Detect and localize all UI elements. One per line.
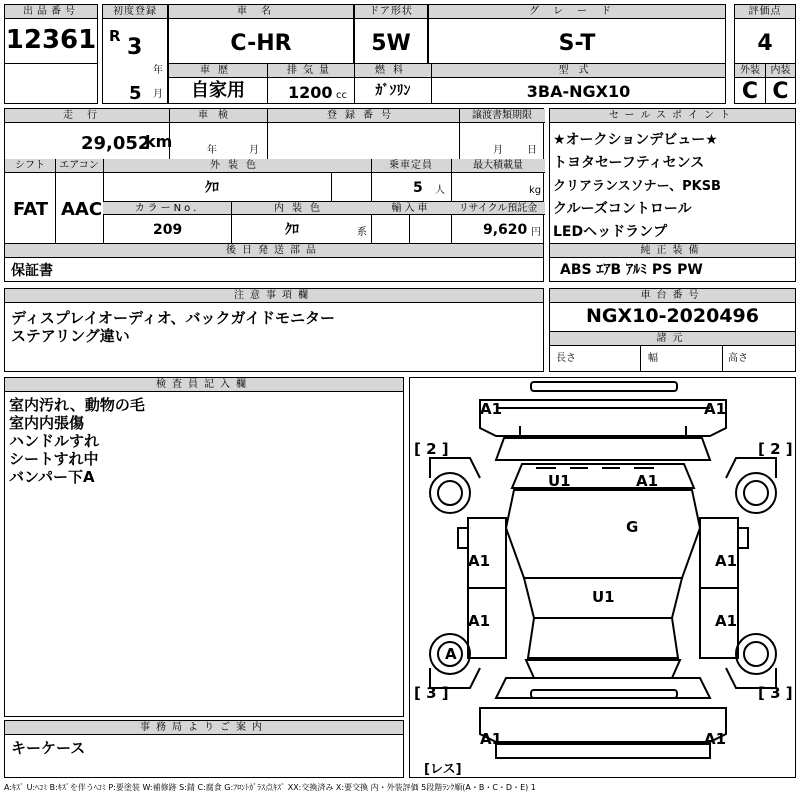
displacement-unit: cc: [336, 90, 347, 101]
model: 3BA-NGX10: [526, 82, 631, 101]
car-name-label: 車名: [169, 5, 353, 19]
mileage-label: 走行: [5, 109, 169, 123]
inspector-line: 室内内張傷: [9, 414, 85, 432]
width-label: 幅: [648, 353, 658, 364]
import-label: 輸入車: [371, 202, 451, 215]
inspector-line: バンパー下A: [9, 468, 95, 486]
grade: S-T: [558, 31, 596, 56]
length-label: 長さ: [556, 353, 576, 364]
later-parts-label: 後日発送部品: [5, 244, 543, 258]
era: R: [109, 27, 121, 45]
model-label: 型式: [432, 64, 725, 78]
displacement-cell: [267, 63, 355, 104]
door-cell: [354, 4, 428, 64]
color-no: 209: [153, 222, 183, 238]
lot-number: 12361: [5, 25, 97, 55]
history-cell: [168, 63, 268, 104]
lot-number-blank: [4, 63, 98, 104]
office-label: 事務局よりご案内: [5, 721, 403, 735]
equip-label: 純正装備: [550, 244, 795, 258]
car-outline: [410, 378, 797, 779]
damage-marker: A: [445, 645, 457, 663]
inspector-line: シートすれ中: [9, 450, 99, 468]
car-name: C-HR: [230, 31, 292, 56]
month-value: 5: [129, 83, 142, 104]
office-text: キーケース: [11, 739, 86, 757]
office-panel: [4, 720, 404, 778]
damage-marker: A1: [715, 552, 738, 570]
history-label: 車歴: [169, 64, 267, 78]
inspector-line: 室内汚れ、動物の毛: [9, 396, 145, 414]
int-color-label: 内装色: [231, 202, 371, 215]
shift-label: シフト: [5, 159, 55, 173]
displacement-label: 排気量: [268, 64, 354, 78]
history: 自家用: [191, 80, 245, 101]
car-name-cell: [168, 4, 354, 64]
score-cell: [734, 4, 796, 64]
fuel: ｶﾞｿﾘﾝ: [375, 83, 411, 99]
damage-marker: A1: [704, 730, 727, 748]
door-type: 5W: [371, 31, 411, 56]
shift: FAT: [13, 199, 49, 220]
reg-no-label: 登録番号: [267, 109, 459, 123]
sales-point: クリアランスソナー、PKSB: [553, 179, 721, 194]
model-cell: [431, 63, 726, 104]
mileage: 29,052: [81, 133, 151, 154]
damage-marker: A1: [636, 472, 659, 490]
later-parts: 保証書: [11, 263, 53, 279]
score-label: 評価点: [735, 5, 795, 19]
grade-cell: [428, 4, 726, 64]
damage-marker: A1: [480, 400, 503, 418]
sales-point: ★オークションデビュー★: [553, 132, 718, 148]
damage-marker: U1: [548, 472, 571, 490]
legend: A:ｷｽﾞ U:ﾍｺﾐ B:ｷｽﾞを伴うﾍｺﾐ P:要塗装 W:補修跡 S:錆 C:腐食 G:ﾌﾛﾝﾄｶﾞﾗｽ点ｷｽﾞ XX:交換済み X:要交換 内・外装評価 5段階ﾗﾝｸ順(A・B・C・D・E) 1: [4, 783, 536, 792]
damage-marker: A1: [480, 730, 503, 748]
inspection-label: 車検: [169, 109, 267, 123]
first-registration-cell: [102, 4, 168, 104]
mileage-unit: km: [145, 132, 173, 151]
height-label: 高さ: [728, 353, 748, 364]
displacement: 1200: [288, 83, 333, 102]
int-color: ｸﾛ: [285, 222, 299, 238]
bracket-right-3: [ 3 ]: [758, 684, 793, 702]
transfer-month: 月: [493, 145, 503, 156]
score: 4: [757, 31, 773, 56]
inspector-panel: [4, 377, 404, 717]
caution-line: ステアリング違い: [11, 327, 130, 345]
caution-line: ディスプレイオーディオ、バックガイドモニター: [11, 309, 336, 327]
ac-label: エアコン: [55, 159, 103, 173]
reless-label: [レス]: [424, 762, 462, 777]
month-unit: 月: [153, 89, 163, 100]
ext-color: ｸﾛ: [205, 180, 219, 196]
exterior-grade: C: [741, 79, 759, 104]
sales-points-list: [553, 129, 793, 244]
sales-point: クルーズコントロール: [553, 201, 692, 217]
chassis-label: 車台番号: [550, 289, 795, 303]
damage-marker: A1: [715, 612, 738, 630]
exterior-grade-cell: [734, 63, 766, 104]
ext-color-label: 外装色: [103, 159, 371, 173]
recycle: 9,620: [483, 222, 528, 238]
bracket-left-3: [ 3 ]: [414, 684, 449, 702]
transfer-day: 日: [527, 145, 537, 156]
damage-marker: A1: [468, 552, 491, 570]
int-color-unit: 系: [357, 227, 367, 238]
caution-panel: [4, 288, 544, 372]
car-diagram: [409, 377, 796, 778]
sales-point: トヨタセーフティセンス: [553, 155, 705, 171]
capacity: 5: [413, 180, 423, 196]
interior-grade-cell: [765, 63, 796, 104]
inspection-month: 月: [249, 145, 259, 156]
caution-label: 注意事項欄: [5, 289, 543, 303]
damage-marker: U1: [592, 588, 615, 606]
fuel-label: 燃料: [355, 64, 431, 78]
first-reg-label: 初度登録: [103, 5, 167, 19]
exterior-label: 外装: [735, 64, 765, 78]
chassis-number: NGX10-2020496: [585, 305, 759, 327]
interior-label: 内装: [766, 64, 795, 78]
sales-points-label: セールスポイント: [550, 109, 795, 123]
year-unit: 年: [153, 65, 163, 76]
grade-label: グレード: [429, 5, 725, 19]
year-value: 3: [127, 35, 143, 60]
lot-number-label: 出品番号: [5, 5, 97, 19]
damage-marker: A1: [468, 612, 491, 630]
spec-label: 諸元: [550, 332, 795, 346]
recycle-unit: 円: [531, 227, 541, 238]
sales-point: LEDヘッドランプ: [553, 224, 668, 240]
capacity-label: 乗車定員: [371, 159, 451, 173]
chassis-panel: [549, 288, 796, 372]
bracket-left-2: [ 2 ]: [414, 440, 449, 458]
damage-marker: A1: [704, 400, 727, 418]
inspector-label: 検査員記入欄: [5, 378, 403, 392]
max-load-label: 最大積載量: [451, 159, 545, 173]
ac: AAC: [61, 199, 103, 220]
damage-marker: G: [626, 518, 639, 536]
inspection-year: 年: [207, 145, 217, 156]
vehicle-details: [4, 108, 544, 282]
transfer-label: 譲渡書類期限: [459, 109, 545, 123]
door-label: ドア形状: [355, 5, 427, 19]
color-no-label: カラーNo.: [103, 202, 231, 215]
caution-lines: [11, 309, 335, 345]
sales-points-panel: [549, 108, 796, 282]
inspector-lines: [9, 396, 145, 486]
bracket-right-2: [ 2 ]: [758, 440, 793, 458]
lot-number-cell: [4, 4, 98, 64]
top-header: [4, 4, 796, 104]
capacity-unit: 人: [435, 185, 445, 196]
fuel-cell: [354, 63, 432, 104]
max-load-unit: kg: [529, 185, 542, 196]
inspector-line: ハンドルすれ: [9, 432, 100, 450]
equipment: ABS ｴｱB ｱﾙﾐ PS PW: [560, 262, 703, 278]
interior-grade: C: [772, 79, 789, 104]
recycle-label: リサイクル預託金: [451, 202, 545, 215]
